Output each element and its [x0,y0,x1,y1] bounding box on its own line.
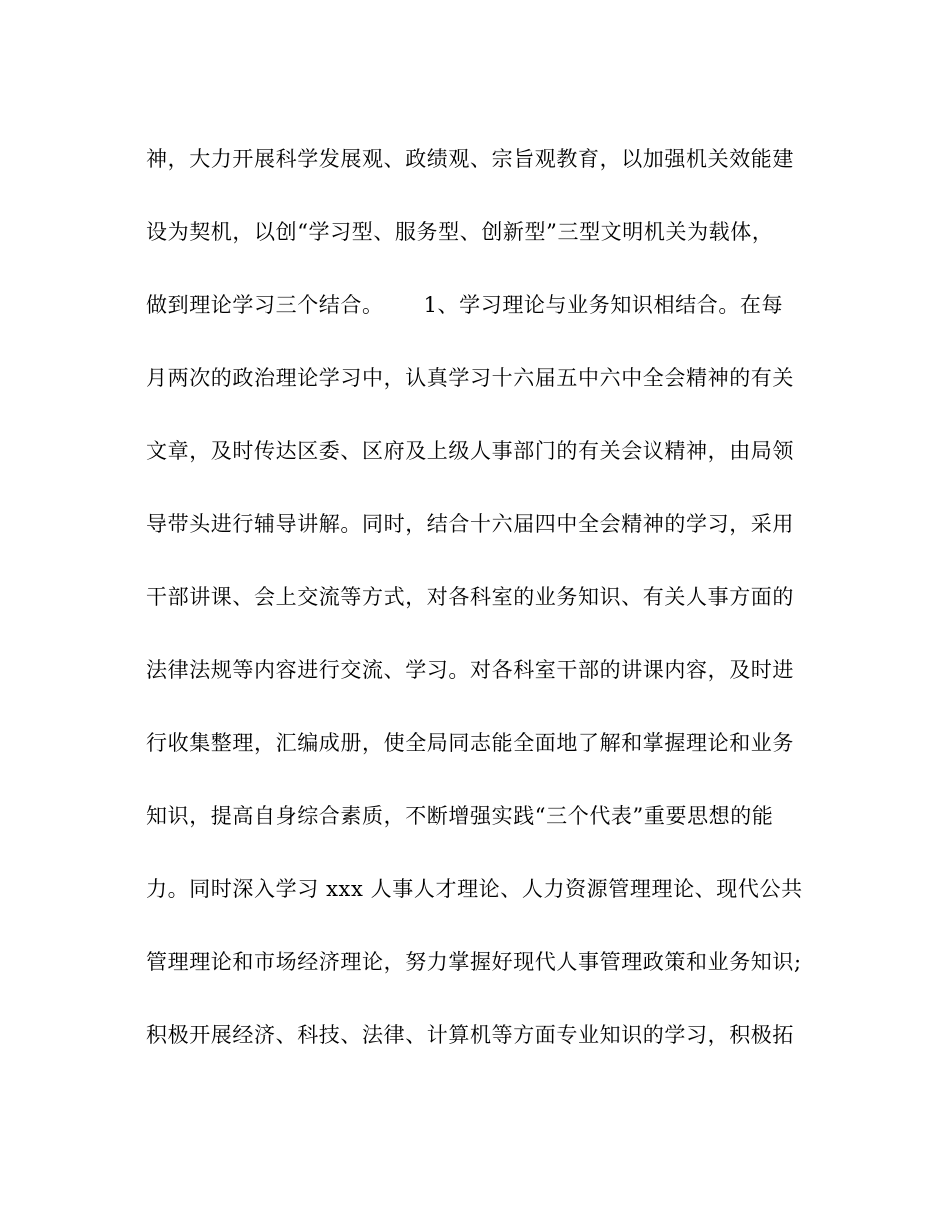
text-line: 神，大力开展科学发展观、政绩观、宗旨观教育，以加强机关效能建 [146,147,794,171]
text-line: 知识，提高自身综合素质，不断增强实践“三个代表”重要思想的能 [146,804,774,828]
text-line: 导带头进行辅导讲解。同时，结合十六届四中全会精神的学习，采用 [146,512,794,536]
text-line: 行收集整理，汇编成册，使全局同志能全面地了解和掌握理论和业务 [146,731,794,755]
text-line: 干部讲课、会上交流等方式，对各科室的业务知识、有关人事方面的 [146,585,794,609]
body-text [146,138,806,1087]
text-line: 月两次的政治理论学习中，认真学习十六届五中六中全会精神的有关 [146,366,794,390]
text-line: 积极开展经济、科技、法律、计算机等方面专业知识的学习，积极拓 [146,1023,794,1047]
text-line: 管理理论和市场经济理论，努力掌握好现代人事管理政策和业务知识; [146,950,802,974]
text-line: 法律法规等内容进行交流、学习。对各科室干部的讲课内容，及时进 [146,658,794,682]
text-line: 文章，及时传达区委、区府及上级人事部门的有关会议精神，由局领 [146,439,794,463]
text-line: 力。同时深入学习 xxx 人事人才理论、人力资源管理理论、现代公共 [146,877,803,901]
text-line: 做到理论学习三个结合。 1、学习理论与业务知识相结合。在每 [146,293,784,317]
text-line: 设为契机，以创“学习型、服务型、创新型”三型文明机关为载体， [146,220,774,244]
